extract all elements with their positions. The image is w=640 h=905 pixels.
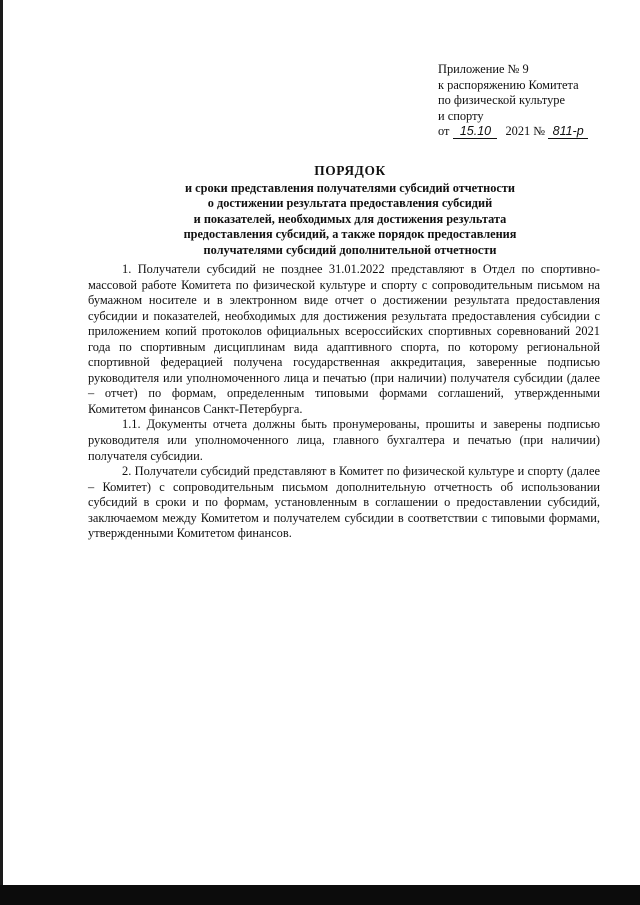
subtitle-line: о достижении результата предоставления субсидий: [207, 196, 493, 211]
subtitle-line: и показателей, необходимых для достижения результата: [193, 211, 507, 226]
document-title-block: [150, 162, 550, 258]
subtitle-line: предоставления субсидий, а также порядок предоставления: [183, 227, 517, 242]
scan-bottom-edge: [0, 885, 640, 905]
appendix-line-3: по физической культуре: [438, 93, 565, 108]
handwritten-number: 811-р: [548, 125, 588, 139]
document-subtitle: [150, 181, 550, 258]
appendix-header: [438, 62, 588, 140]
document-title: ПОРЯДОК: [314, 163, 386, 178]
subtitle-line: получателями субсидий дополнительной отчетности: [203, 242, 497, 257]
appendix-line-1: Приложение № 9: [438, 62, 529, 76]
subtitle-line: и сроки представления получателями субсидий отчетности: [184, 181, 515, 195]
appendix-year-text: 2021 №: [505, 124, 546, 139]
document-body: [88, 262, 600, 542]
appendix-date-line: [438, 124, 588, 140]
handwritten-date: 15.10: [453, 125, 497, 139]
paragraph-1-1: 1.1. Документы отчета должны быть пронумерованы, прошиты и заверены подписью руководителя или уполномоченного лица, главного бухгалтера и печатью (при наличии) получателя субсидии.: [88, 417, 600, 463]
appendix-date-prefix: от: [438, 124, 450, 139]
appendix-line-2: к распоряжению Комитета: [438, 77, 579, 92]
paragraph-1: 1. Получатели субсидий не позднее 31.01.2022 представляют в Отдел по спортивно-массовой работе Комитета по физической культуре и спорту с сопроводительным письмом на бумажном носителе и в электронном виде отчет о достижении результата предоставления субсидии и показателей, необходимых для достижения результата предоставления субсидии с приложением копий протоколов официальных всероссийских спортивных соревнований 2021 года по спортивным дисциплинам вида адаптивного спорта, по которому региональной спортивной федерацией получена государственная аккредитация, заверенные подписью руководителя или уполномоченного лица и печатью (при наличии) получателя субсидии (далее – отчет) по формам, определенным типовыми формами соглашений, утвержденными Комитетом финансов Санкт-Петербурга.: [88, 262, 600, 416]
paragraph-2: 2. Получатели субсидий представляют в Комитет по физической культуре и спорту (далее – Комитет) с сопроводительным письмом дополнительную отчетность об использовании субсидий в сроки и по формам, установленным в соглашении о предоставлении субсидий, заключаемом между Комитетом и получателем субсидии в соответствии с типовыми формами, утвержденными Комитетом финансов.: [88, 464, 600, 541]
scan-left-edge: [0, 0, 3, 905]
appendix-line-4: и спорту: [438, 108, 484, 123]
